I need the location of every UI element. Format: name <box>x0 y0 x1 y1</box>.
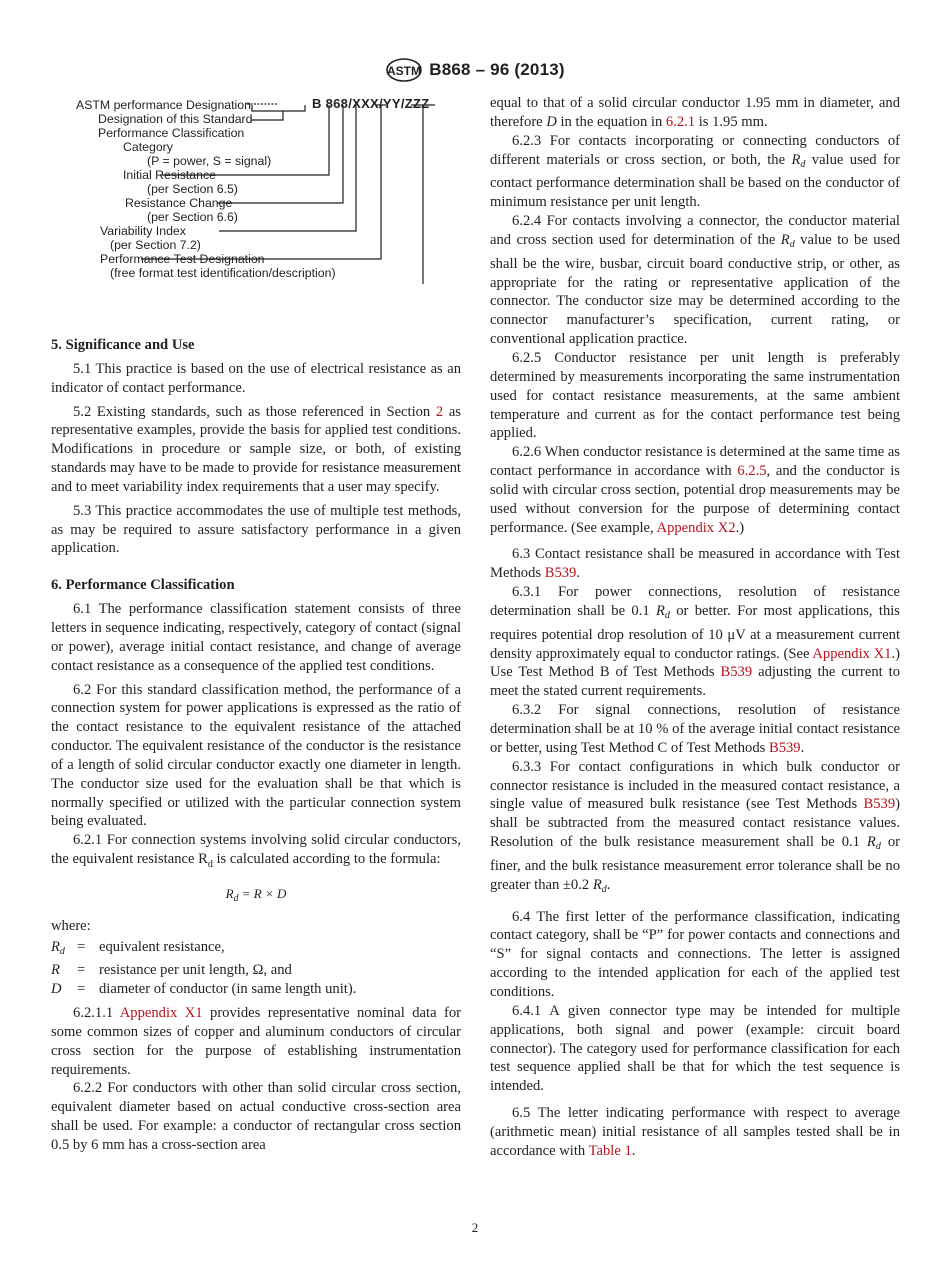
diagram-label: Performance Classification <box>98 126 245 140</box>
designation-code: B 868/XXX/YY/ZZZ <box>312 96 430 111</box>
paragraph-6-3: 6.3 Contact resistance shall be measured in accordance with Test Methods B539. <box>490 546 900 582</box>
diagram-label: Performance Test Designation <box>100 252 265 266</box>
paragraph-5-3: 5.3 This practice accommodates the use of multiple test methods, as may be required to assure satisfactory performance in a given application. <box>51 502 461 557</box>
svg-text:ASTM: ASTM <box>387 64 422 78</box>
paragraph-6-2: 6.2 For this standard classification method, the performance of a connection system for power applications is expressed as the ratio of the contact resistance to the equivalent resistance of the attached conductor. The equivalent resistance of the conductor is the resistance of a length of solid circular conductor exactly one diameter in length. The conductor size used for the evaluation shall be that which is normally specified or utilized with the particular connection system being evaluated. <box>51 681 461 830</box>
paragraph-6-4-1: 6.4.1 A given connector type may be intended for multiple applications, both signal and power (example: circuit board connector). The category used for performance classification for each test sequence applied shall be that for which the test sequence is intended. <box>490 1002 900 1095</box>
paragraph-6-2-3: 6.2.3 For contacts incorporating or connecting conductors of different materials or cross section, or both, the $R_d$ value used for contact performance determination shall be based on the conductor of minimum resistance per unit length. <box>490 132 900 211</box>
link-b539[interactable]: B539 <box>720 664 753 681</box>
paragraph-6-1: 6.1 The performance classification statement consists of three letters in sequence indicating, respectively, category of contact (signal or power), average initial contact resistance, and change of average contact resistance as a consequence of the applied test conditions. <box>51 601 461 674</box>
paragraph-6-2-4: 6.2.4 For contacts involving a connector, the conductor material and cross section used for determination of the $R_d$ value to be used shall be the wire, busbar, circuit board conductive strip, or other, as appropriate for the rating or representative application of the connector. The conductor size may be determined according to the connector manufacturer’s specification, current rating, or conventional application practice. <box>490 213 900 348</box>
paragraph-6-2-6: 6.2.6 When conductor resistance is determined at the same time as contact performance in accordance with 6.2.5, and the conductor is solid with circular cross section, potential drop measurements may be used without conversion for the purpose of determining contact performance. (See example, Appendix X2.) <box>490 444 900 536</box>
diagram-label: (per Section 6.6) <box>147 210 238 224</box>
paragraph-6-3-1: 6.3.1 For power connections, resolution of resistance determination shall be 0.1 $R_d$ or better. For most applications, this requires potential drop resolution of 10 μV at a measurement current density approximately equal to conductor ratings. (See Appendix X1.) Use Test Method B of Test Methods B539 adjusting the current to meet the stated current requirements. <box>490 584 900 700</box>
paragraph-6-2-1-1: 6.2.1.1 Appendix X1 provides representative nominal data for some common sizes of copper and aluminum conductors of circular cross section for the purpose of establishing instrumentation requirements. <box>51 1005 461 1078</box>
definition-row: R = resistance per unit length, Ω, and <box>51 962 292 979</box>
link-table-1[interactable]: Table 1 <box>588 1142 632 1159</box>
diagram-label: Designation of this Standard <box>98 112 253 126</box>
left-column <box>51 94 461 1155</box>
paragraph-6-2-2: 6.2.2 For conductors with other than solid circular cross section, equivalent diameter based on actual conductive cross-section area shall be used. For example: a conductor of rectangular cross section 0.5 by 6 mm has a cross-section area <box>51 1080 461 1153</box>
paragraph-6-4: 6.4 The first letter of the performance classification, indicating contact category, shall be “P” for power contacts and connections and “S” for signal contacts and connections. The letter is assigned according to the intended application for each of the applied test conditions. <box>490 908 900 1000</box>
page-header <box>0 57 950 88</box>
link-b539[interactable]: B539 <box>863 796 896 813</box>
section-heading-5: 5. Significance and Use <box>51 337 195 353</box>
paragraph-6-2-1: 6.2.1 For connection systems involving solid circular conductors, the equivalent resistance $R_d$ is calculated according to the formula: <box>51 832 461 870</box>
page-number: 2 <box>471 1220 479 1235</box>
diagram-label: ASTM performance Designation <box>76 98 251 112</box>
link-b539[interactable]: B539 <box>768 739 801 756</box>
link-appendix-x1[interactable]: Appendix X1 <box>119 1005 203 1022</box>
paragraph-6-2-5: 6.2.5 Conductor resistance per unit length is preferably determined by measurements incorporating the same instrumentation used for contact resistance measurements, at the same ambient temperature and current as for the contact performance test being applied. <box>490 349 900 442</box>
link-section-2[interactable]: 2 <box>435 403 444 420</box>
link-appendix-x2[interactable]: Appendix X2 <box>656 519 736 536</box>
astm-logo-icon <box>385 57 423 83</box>
where-label: where: <box>51 917 91 934</box>
diagram-label: Initial Resistance <box>123 168 216 182</box>
diagram-label: (free format test identification/description) <box>110 266 336 280</box>
link-appendix-x1[interactable]: Appendix X1 <box>812 645 892 662</box>
formula: $R_d = R \times D$ <box>225 885 287 904</box>
link-6-2-1[interactable]: 6.2.1 <box>665 113 696 130</box>
paragraph-5-1: 5.1 This practice is based on the use of electrical resistance as an indicator of contact performance. <box>51 360 461 396</box>
variable-definitions <box>51 938 461 1000</box>
paragraph-6-3-2: 6.3.2 For signal connections, resolution of resistance determination shall be at 10 % of the average initial contact resistance or better, using Test Method C of Test Methods B539. <box>490 702 900 756</box>
diagram-label: Resistance Change <box>125 196 233 210</box>
paragraph-6-5: 6.5 The letter indicating performance with respect to average (arithmetic mean) initial resistance of all samples tested shall be in accordance with Table 1. <box>490 1105 900 1159</box>
diagram-label: Variability Index <box>100 224 186 238</box>
right-column <box>490 94 900 1161</box>
diagram-label: (per Section 6.5) <box>147 182 238 196</box>
paragraph-6-2-2-continued: equal to that of a solid circular conductor 1.95 mm in diameter, and therefore D in the equation in 6.2.1 is 1.95 mm. <box>490 95 900 130</box>
section-heading-6: 6. Performance Classification <box>51 577 235 594</box>
link-b539[interactable]: B539 <box>544 565 577 582</box>
diagram-label: Category <box>123 140 173 154</box>
link-6-2-5[interactable]: 6.2.5 <box>737 463 767 480</box>
paragraph-6-3-3: 6.3.3 For contact configurations in which bulk conductor or connector resistance is included in the measured contact resistance, a single value of measured bulk resistance (see Test Methods B539) shall be subtracted from the measured contact resistance values. Resolution of the bulk resistance measurement shall be 0.1 $R_d$ or finer, and the bulk resistance measurement error tolerance shall be no greater than ±0.2 $R_d$. <box>490 758 900 895</box>
definition-row: $R_d$ = equivalent resistance, <box>51 938 225 957</box>
diagram-label: (P = power, S = signal) <box>147 154 272 168</box>
designation-diagram <box>51 94 461 284</box>
paragraph-5-2: 5.2 Existing standards, such as those referenced in Section 2 as representative examples, provide the basis for applied test conditions. Modifications in procedure or sample size, or both, of existing standards may have to be made to provide for resistance measurement and to meet variability index requirements that a user may specify. <box>51 403 461 495</box>
document-designation: B868 – 96 (2013) <box>429 60 565 79</box>
diagram-label: (per Section 7.2) <box>110 238 201 252</box>
definition-row: D = diameter of conductor (in same length unit). <box>51 981 357 998</box>
